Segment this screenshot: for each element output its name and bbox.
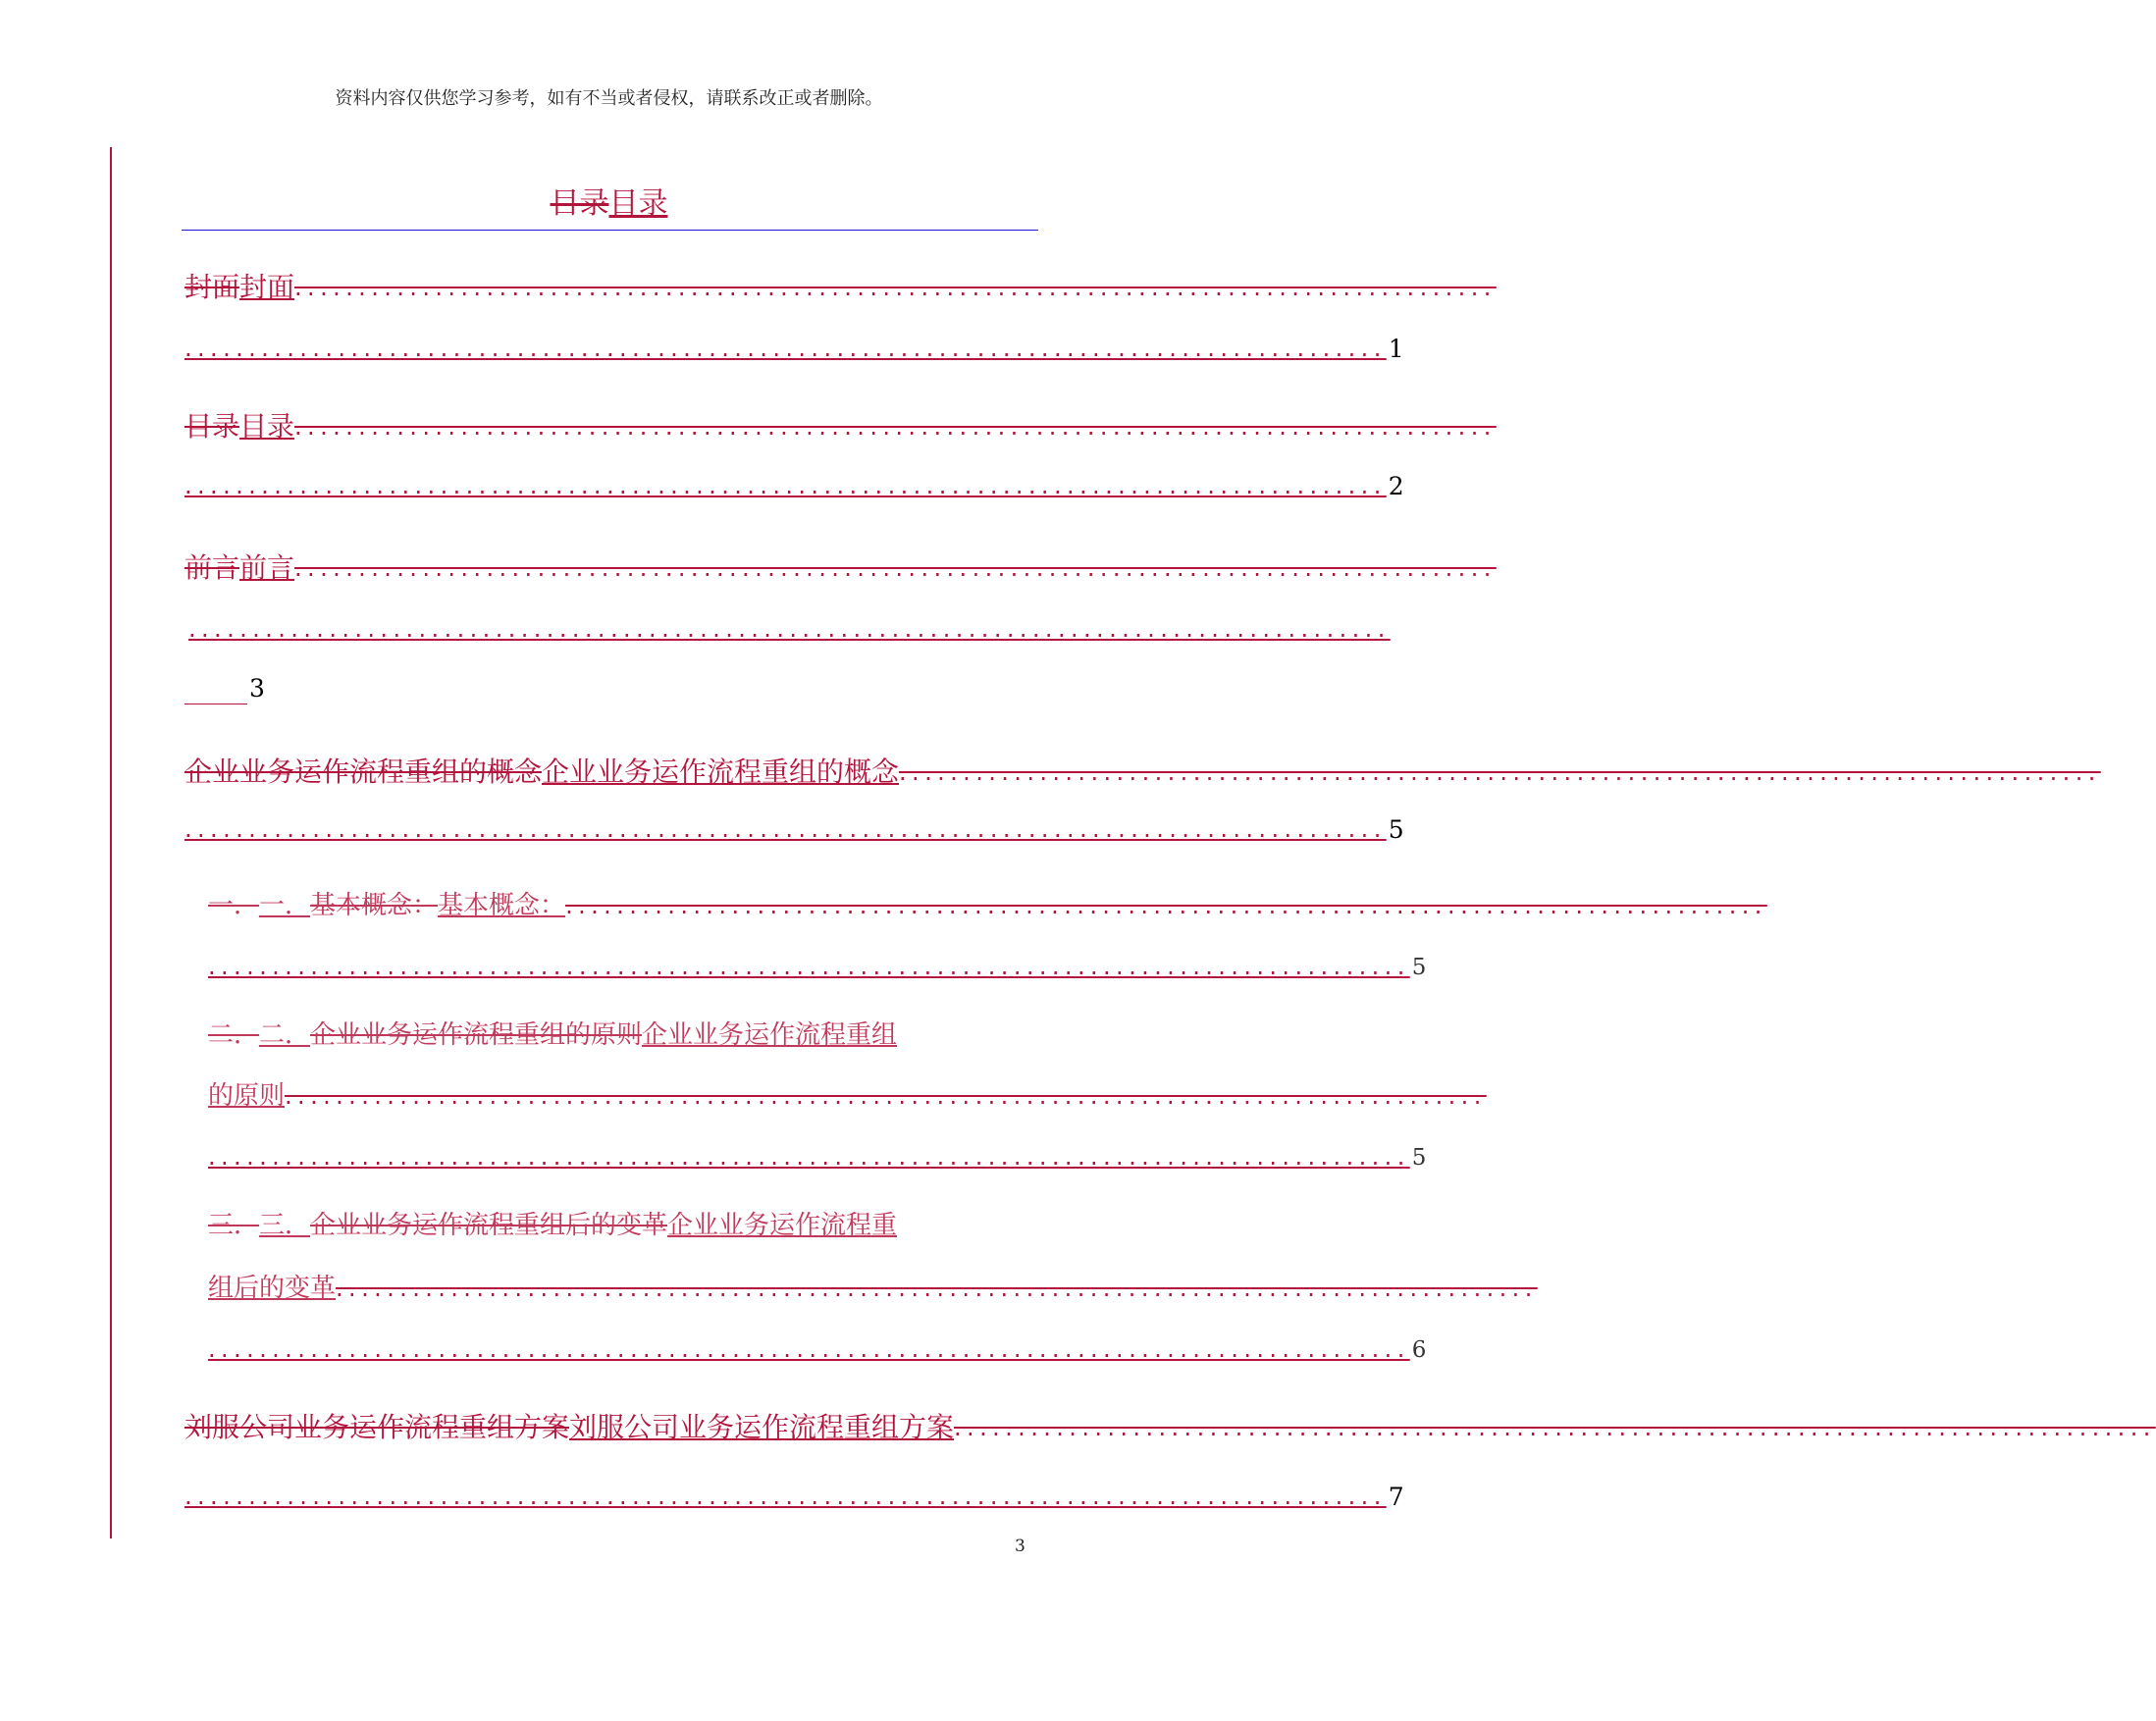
toc-entry-cover[interactable] <box>184 263 1497 304</box>
leader-dots: .............................................................................................. <box>565 892 1767 919</box>
preface-deleted: 前言 <box>184 551 240 584</box>
concept-inserted: 企业业务运作流程重组的概念 <box>542 756 900 788</box>
plan-inserted: 刘服公司业务运作流程重组方案 <box>569 1411 955 1443</box>
title-rule <box>182 230 1038 231</box>
toc-entry-plan-page-line[interactable] <box>184 1472 1404 1513</box>
toc-entry-change-page-line[interactable] <box>208 1325 1427 1366</box>
principle-num-deleted: 二． <box>208 1020 260 1050</box>
cover-inserted: 封面 <box>239 271 295 303</box>
principle-inserted-b: 的原则 <box>208 1081 286 1111</box>
leader-dots: .............................................................................................. <box>184 815 1387 843</box>
change-inserted-a: 企业业务运作流程重 <box>667 1211 898 1240</box>
toc-entry-change[interactable] <box>208 1201 1028 1242</box>
leader-dots: .............................................................................................. <box>294 554 1497 582</box>
contents-deleted: 目录 <box>184 410 240 443</box>
leader-dots: .............................................................................................. <box>208 953 1410 980</box>
page-number: 5 <box>1388 815 1404 844</box>
contents-inserted: 目录 <box>239 410 295 443</box>
change-num-inserted: 三． <box>259 1211 311 1240</box>
plan-deleted: 刘服公司业务运作流程重组方案 <box>184 1411 570 1443</box>
change-num-deleted: 三． <box>208 1211 260 1240</box>
toc-entry-cover-page-line[interactable] <box>184 324 1404 365</box>
toc-entry-plan[interactable] <box>184 1403 2156 1444</box>
leader-dots: .............................................................................................. <box>184 335 1387 362</box>
leader-dots: .............................................................................................. <box>184 472 1387 499</box>
leader-dots: .............................................................................................. <box>294 413 1497 441</box>
leader-dots: .............................................................................................. <box>184 1483 1387 1510</box>
leader-dots: .............................................................................................. <box>208 1143 1410 1171</box>
toc-entry-basic[interactable] <box>208 881 1767 922</box>
page-number: 6 <box>1411 1337 1427 1363</box>
principle-deleted: 企业业务运作流程重组的原则 <box>310 1020 643 1050</box>
leader-dots: .............................................................................................. <box>188 615 1391 643</box>
page-number: 7 <box>1388 1483 1404 1511</box>
toc-entry-principle-cont[interactable] <box>208 1071 1487 1113</box>
toc-entry-concept-page-line[interactable] <box>184 805 1404 846</box>
toc-entry-principle[interactable] <box>208 1011 1028 1052</box>
toc-entry-preface-page-line[interactable] <box>184 663 1028 704</box>
basic-num-deleted: 一． <box>208 891 260 920</box>
basic-inserted: 基本概念： <box>438 891 566 920</box>
leader-dots: .............................................................................................. <box>208 1335 1410 1363</box>
toc-entry-contents[interactable] <box>184 402 1497 443</box>
concept-deleted: 企业业务运作流程重组的概念 <box>184 756 543 788</box>
toc-entry-basic-page-line[interactable] <box>208 942 1427 983</box>
page-number: 1 <box>1388 335 1404 363</box>
leader-dots: .............................................................................................. <box>954 1414 2156 1441</box>
toc-title-inserted: 目录 <box>608 186 668 221</box>
principle-inserted-a: 企业业务运作流程重组 <box>642 1020 898 1050</box>
toc-entry-change-cont[interactable] <box>208 1264 1538 1305</box>
toc-title <box>0 179 1218 222</box>
page-number: 5 <box>1411 955 1427 980</box>
leader-dots: .............................................................................................. <box>285 1082 1487 1110</box>
page-number: 3 <box>249 674 265 703</box>
principle-num-inserted: 二． <box>259 1020 311 1050</box>
preface-inserted: 前言 <box>239 551 295 584</box>
header-disclaimer: 资料内容仅供您学习参考，如有不当或者侵权，请联系改正或者删除。 <box>335 88 883 109</box>
toc-entry-preface[interactable] <box>184 544 1497 585</box>
toc-entry-principle-page-line[interactable] <box>208 1132 1427 1173</box>
change-deleted: 企业业务运作流程重组后的变革 <box>310 1211 668 1240</box>
basic-deleted: 基本概念： <box>310 891 439 920</box>
leader-dots: .............................................................................................. <box>294 274 1497 301</box>
toc-entry-concept[interactable] <box>184 748 2101 789</box>
cover-deleted: 封面 <box>184 271 240 303</box>
basic-num-inserted: 一． <box>259 891 311 920</box>
revision-change-bar <box>110 147 112 1538</box>
change-inserted-b: 组后的变革 <box>208 1274 337 1303</box>
toc-title-deleted: 目录 <box>550 186 609 221</box>
page-number: 5 <box>1411 1145 1427 1171</box>
leader-dots: .............................................................................................. <box>336 1275 1538 1302</box>
toc-entry-preface-dots-line[interactable] <box>184 604 1391 646</box>
leader-dots: .............................................................................................. <box>899 758 2101 786</box>
toc-entry-contents-page-line[interactable] <box>184 461 1404 502</box>
deleted-tab-marker <box>184 674 247 704</box>
page-number: 2 <box>1388 472 1404 500</box>
footer-page-number: 3 <box>1015 1537 1025 1556</box>
